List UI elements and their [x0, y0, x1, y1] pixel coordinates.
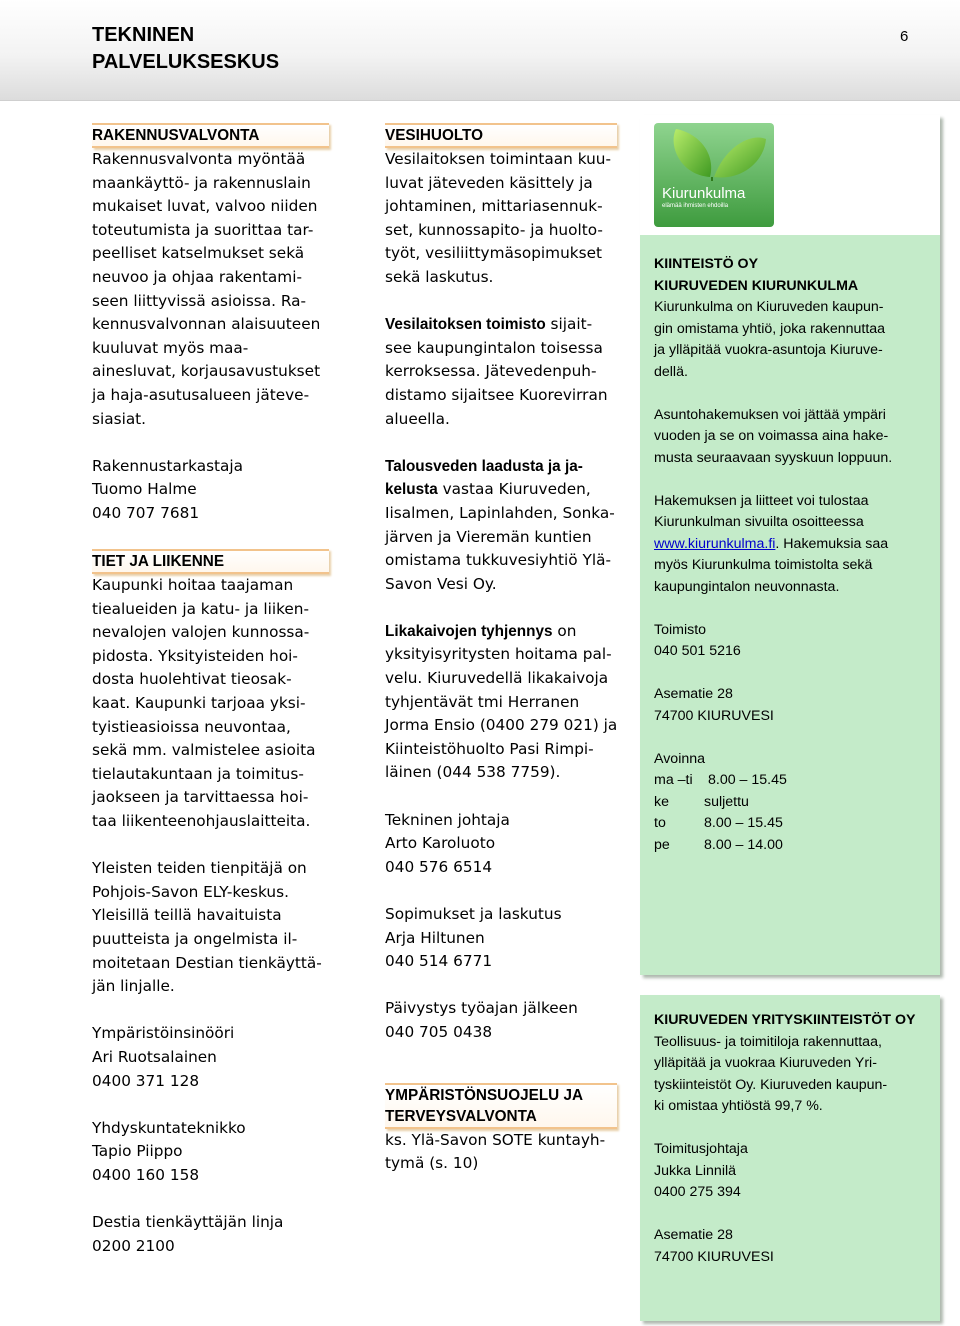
hours-day: to — [654, 815, 666, 831]
text-line: Tapio Piippo — [92, 1142, 183, 1161]
kiurunkulma-title-2: KIURUVEDEN KIURUNKULMA — [654, 277, 859, 294]
text-line: 040 514 6771 — [385, 952, 493, 971]
yrityskiinteistot-text — [654, 1032, 934, 1118]
text-line: 040 705 0438 — [385, 1022, 493, 1041]
text-line: kaat. Kaupunki tarjoaa yksi- — [92, 694, 306, 713]
text-line: maankäyttö- ja rakennuslain — [92, 173, 311, 192]
text-line: sekä mm. valmistelee asioita — [92, 741, 316, 760]
text-line: ainesluvat, korjausavustukset — [92, 362, 321, 381]
text-line: toteutumista ja suorittaa tar- — [92, 220, 314, 239]
logo-text: Kiurunkulma — [662, 185, 746, 202]
text-line: Toimitusjohtaja — [654, 1141, 748, 1157]
text-line: Arja Hiltunen — [385, 928, 485, 947]
kiurunkulma-logo — [640, 115, 940, 235]
ymparisto-text — [385, 1129, 635, 1176]
text-line: Kaupunki hoitaa taajaman — [92, 576, 294, 595]
text-line: distamo sijaitsee Kuorevirran — [385, 385, 608, 404]
text-line: tielautakuntaan ja toimitus- — [92, 764, 304, 783]
text-line: Asuntohakemuksen voi jättää ympäri — [654, 406, 886, 423]
text-line: tyhjentävät tmi Herranen — [385, 692, 580, 711]
text-line: neuvoo ja ohjaa rakentami- — [92, 267, 302, 286]
text-line: Päivystys työajan jälkeen — [385, 999, 578, 1018]
text-line: Asematie 28 — [654, 1227, 733, 1243]
text-line: Tekninen johtaja — [385, 810, 510, 829]
yrityskiinteistot-title: KIURUVEDEN YRITYSKIINTEISTÖT OY — [654, 1012, 916, 1028]
text-line: alueella. — [385, 409, 450, 428]
text-line: Savon Vesi Oy. — [385, 574, 497, 593]
rakennusvalvonta-heading: RAKENNUSVALVONTA — [92, 123, 329, 148]
kiurunkulma-intro — [654, 297, 934, 383]
kiurunkulma-link[interactable]: www.kiurunkulma.fi — [654, 535, 776, 552]
likakaivot-text: Likakaivojen tyhjennys on yksityisyritysten hoitama pal- velu. Kiuruvedellä likakaivoja tyhjentävät tmi Herranen Jorma Ensio (0400 279 021) ja Kiinteistöhuolto Pasi Rimpi- läinen (044 538 7759). — [385, 620, 635, 785]
text-line: jaokseen ja tarvittaessa hoi- — [92, 788, 309, 807]
text-line: 0400 160 158 — [92, 1165, 200, 1184]
tiet-heading: TIET JA LIIKENNE — [92, 549, 329, 574]
destia-contact — [92, 1211, 342, 1258]
text-line: 0400 275 394 — [654, 1184, 741, 1200]
ymparistoinsinoori-contact — [92, 1022, 342, 1093]
text-line: kuuluvat myös maa- — [92, 338, 249, 357]
hours-row — [654, 813, 934, 835]
text-line: dellä. — [654, 363, 688, 380]
yhdyskuntateknikko-contact — [92, 1117, 342, 1188]
text-line: Yleisten teiden tienpitäjä on — [92, 859, 307, 878]
text-line: vuoden ja se on voimassa aina hake- — [654, 428, 889, 444]
text-line: Jukka Linnilä — [654, 1162, 737, 1179]
text-line: 040 576 6514 — [385, 857, 493, 876]
text-line: ja ylläpitää vuokra-asuntoja Kiuruve- — [654, 342, 883, 358]
text-line: gin omistama yhtiö, joka rakennuttaa — [654, 320, 886, 337]
vesihuolto-heading: VESIHUOLTO — [385, 123, 617, 148]
text-line: 040 707 7681 — [92, 503, 200, 522]
text-line: Asematie 28 — [654, 686, 733, 702]
hours-time: 8.00 – 15.45 — [704, 815, 783, 831]
text-line: omistama tukkuvesiyhtiö Ylä- — [385, 551, 612, 570]
text-line: nevalojen valojen kunnossa- — [92, 623, 310, 642]
text-line: mukaiset luvat, valvoo niiden — [92, 197, 318, 216]
text-line: jän linjalle. — [92, 977, 175, 996]
text-line: Sopimukset ja laskutus — [385, 905, 562, 923]
text-line: Iisalmen, Lapinlahden, Sonka- — [385, 503, 615, 522]
hours-day: pe — [654, 836, 670, 853]
text-line: Tuomo Halme — [92, 480, 197, 499]
opening-hours — [654, 770, 934, 856]
hours-row — [654, 792, 934, 814]
text-line: dosta huolehtivat tieosak- — [92, 670, 292, 689]
text-line: Kiinteistöhuolto Pasi Rimpi- — [385, 739, 594, 758]
text-line: velu. Kiuruvedellä likakaivoja — [385, 669, 609, 688]
text-line: ks. Ylä-Savon SOTE kuntayh- — [385, 1130, 606, 1149]
text-line: seen liittyvissä asioissa. Ra- — [92, 291, 307, 310]
text-line: ja haja-asutusalueen jäteve- — [92, 385, 310, 404]
toimitusjohtaja-contact — [654, 1139, 934, 1204]
text-line: puutteista ja ongelmista il- — [92, 930, 298, 948]
text-line: see kaupungintalon toisessa — [385, 338, 603, 357]
vesilaitos-office-text: Vesilaitoksen toimisto sijait- see kaupungintalon toisessa kerroksessa. Jätevedenpuh- distamo sijaitsee Kuorevirran alueella. — [385, 313, 635, 431]
tekninen-johtaja-contact — [385, 809, 635, 880]
text-line: Destia tienkäyttäjän linja — [92, 1213, 284, 1232]
text-line: taa liikenteenohjauslaitteita. — [92, 812, 311, 831]
text-line: Vesilaitoksen toimintaan kuu- — [385, 150, 611, 168]
ely-text — [92, 857, 342, 999]
ymparisto-heading: YMPÄRISTÖNSUOJELU JA TERVEYSVALVONTA — [385, 1083, 617, 1129]
text-line: Kiurunkulma on Kiuruveden kaupun- — [654, 299, 884, 315]
text-line: yksityisyritysten hoitama pal- — [385, 645, 612, 664]
asuntohakemus-text — [654, 405, 934, 470]
text-line: johtaminen, mittariasennuk- — [385, 197, 603, 216]
text-line: läinen (044 538 7759). — [385, 763, 561, 782]
text-line: siasiat. — [92, 409, 147, 428]
text-line: Yleisillä teillä havaituista — [92, 906, 282, 925]
text-line: Kiurunkulman sivuilta osoitteessa — [654, 514, 864, 530]
hours-time: 8.00 – 15.45 — [708, 772, 787, 788]
hours-row — [654, 770, 934, 792]
text-line: myös Kiurunkulma toimistolta sekä — [654, 557, 873, 573]
rakennustarkastaja-contact — [92, 455, 342, 526]
column-left — [92, 123, 342, 1258]
kiurunkulma-office — [654, 620, 934, 663]
text-line: 74700 KIURUVESI — [654, 1248, 774, 1265]
text-line: 040 501 5216 — [654, 643, 741, 659]
text-line: kerroksessa. Jätevedenpuh- — [385, 362, 597, 381]
text-line: tyskiinteistöt Oy. Kiuruveden kaupun- — [654, 1076, 888, 1093]
page-header — [0, 0, 960, 101]
yrityskiinteistot-address — [654, 1225, 934, 1268]
text-line: ylläpitää ja vuokraa Kiuruveden Yri- — [654, 1055, 877, 1071]
paivystys-contact — [385, 997, 635, 1044]
laskutus-contact — [385, 903, 635, 974]
text-line: 74700 KIURUVESI — [654, 707, 774, 724]
tiet-text — [92, 574, 342, 834]
text-line: Rakennustarkastaja — [92, 456, 244, 475]
text-line: Jorma Ensio (0400 279 021) ja — [385, 716, 618, 735]
text-line: tiealueiden ja katu- ja liiken- — [92, 599, 310, 618]
rakennusvalvonta-text — [92, 148, 342, 431]
hours-time: 8.00 – 14.00 — [704, 836, 783, 853]
text-line: kennusvalvonnan alaisuuteen — [92, 315, 321, 334]
text-line: peelliset katselmukset sekä — [92, 244, 305, 263]
text-line: työt, vesiliittymäsopimukset — [385, 244, 603, 263]
text-line: pidosta. Yksityisteiden hoi- — [92, 646, 298, 665]
text-line: ki omistaa yhtiöstä 99,7 %. — [654, 1098, 823, 1114]
text-line: tyistieasioissa neuvontaa, — [92, 717, 291, 736]
text-line: set, kunnossapito- ja huolto- — [385, 220, 603, 239]
text-line: 0400 371 128 — [92, 1071, 200, 1090]
hours-day: ke — [654, 793, 669, 810]
hours-row — [654, 835, 934, 857]
column-middle — [385, 123, 635, 1176]
text-line: kaupungintalon neuvonnasta. — [654, 578, 840, 595]
vesihuolto-text — [385, 148, 635, 290]
text-line: Hakemuksen ja liitteet voi tulostaa — [654, 492, 869, 509]
text-line: järven ja Vieremän kuntien — [385, 527, 592, 546]
page-number: 6 — [900, 28, 909, 45]
text-line: luvat jäteveden käsittely ja — [385, 173, 593, 192]
kiurunkulma-address — [654, 684, 934, 727]
yrityskiinteistot-content — [654, 1010, 934, 1268]
text-line: Teollisuus- ja toimitiloja rakennuttaa, — [654, 1033, 882, 1050]
hakemus-text: Hakemuksen ja liitteet voi tulostaa Kiurunkulman sivuilta osoitteessa www.kiurunkulma.fi. Hakemuksia saa myös Kiurunkulma toimistolta sekä kaupungintalon neuvonnasta. — [654, 491, 934, 599]
kiurunkulma-content — [654, 254, 934, 856]
hours-day: ma –ti — [654, 772, 693, 788]
text-line: Arto Karoluoto — [385, 834, 496, 853]
hours-title: Avoinna — [654, 750, 706, 767]
text-line: Pohjois-Savon ELY-keskus. — [92, 882, 289, 901]
hours-time: suljettu — [704, 793, 749, 810]
logo-subtitle: elämää ihmisten ehdoilla — [662, 203, 729, 209]
talousvesi-text: Talousveden laadusta ja ja- kelusta vastaa Kiuruveden, Iisalmen, Lapinlahden, Sonka- järven ja Vieremän kuntien omistama tukkuvesiyhtiö Ylä- Savon Vesi Oy. — [385, 455, 635, 597]
kiurunkulma-title-1: KIINTEISTÖ OY — [654, 256, 759, 272]
section-title: TEKNINEN PALVELUKSESKUS — [92, 24, 280, 73]
text-line: Rakennusvalvonta myöntää — [92, 150, 306, 168]
text-line: Toimisto — [654, 621, 707, 638]
text-line: 0200 2100 — [92, 1236, 175, 1255]
text-line: moitetaan Destian tienkäyttä- — [92, 953, 322, 972]
logo-background-icon — [640, 115, 940, 235]
text-line: Ympäristöinsinööri — [92, 1024, 235, 1043]
text-line: Ari Ruotsalainen — [92, 1047, 217, 1066]
text-line: Yhdyskuntateknikko — [92, 1118, 246, 1137]
text-line: musta seuraavaan syyskuun loppuun. — [654, 449, 893, 466]
text-line: tymä (s. 10) — [385, 1154, 479, 1173]
text-line: sekä laskutus. — [385, 267, 494, 286]
